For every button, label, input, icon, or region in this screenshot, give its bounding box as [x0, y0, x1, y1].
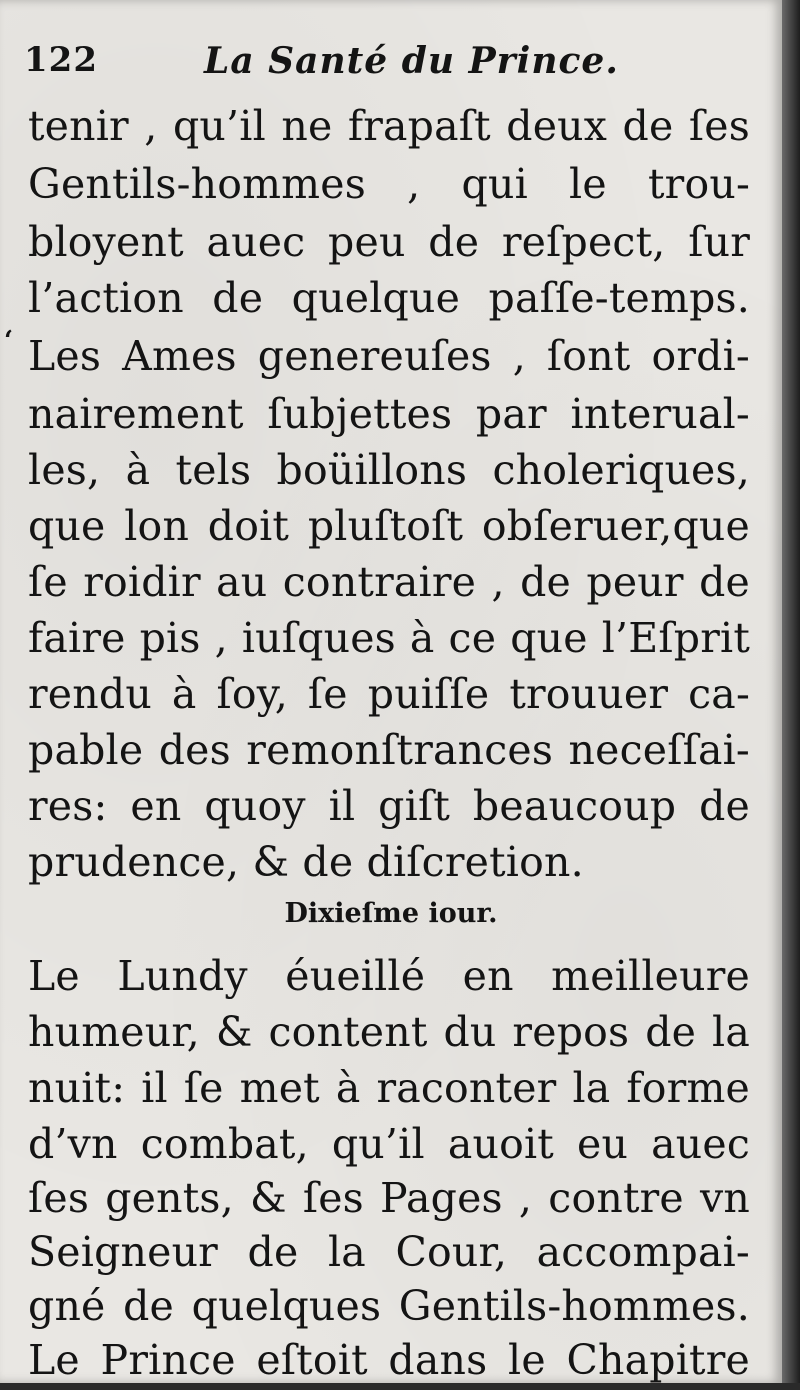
text-line: humeur, & content du repos de la [28, 1008, 750, 1056]
page-header [24, 40, 764, 90]
text-line: Gentils-hommes , qui le trou- [28, 160, 750, 208]
text-line: gné de quelques Gentils-hommes. [28, 1282, 750, 1330]
text-line: nuit: il ſe met à raconter la forme [28, 1064, 750, 1112]
text-line: les, à tels boüillons choleriques, [28, 446, 750, 494]
text-line: Le Lundy éueillé en meilleure [28, 952, 750, 1000]
text-line: que lon doit pluſtoſt obſeruer,que [28, 502, 750, 550]
text-line: pable des remonſtrances neceſſai- [28, 726, 750, 774]
text-line: d’vn combat, qu’il auoit eu auec [28, 1120, 750, 1168]
margin-mark: ‘ [4, 326, 14, 356]
text-line: faire pis , iuſques à ce que l’Eſprit [28, 614, 750, 662]
text-line: rendu à ſoy, ſe puiſſe trouuer ca- [28, 670, 750, 718]
page-number: 122 [24, 40, 98, 80]
text-line: Les Ames genereuſes , ſont ordi- [28, 332, 750, 380]
text-line: res: en quoy il giſt beaucoup de [28, 782, 750, 830]
text-line: prudence, & de diſcretion. [28, 838, 584, 886]
page-edge-shadow [782, 0, 800, 1383]
text-line: Le Prince eſtoit dans le Chapitre [28, 1336, 750, 1384]
text-line: tenir , qu’il ne frapaſt deux de ſes [28, 102, 750, 150]
running-title: La Santé du Prince. [204, 40, 619, 82]
text-line: l’action de quelque paſſe-temps. [28, 274, 750, 322]
text-line: Seigneur de la Cour, accompai- [28, 1228, 750, 1276]
section-heading: Dixieſme iour. [284, 898, 498, 929]
text-line: nairement ſubjettes par interual- [28, 390, 750, 438]
text-line: ſes gents, & ſes Pages , contre vn [28, 1174, 750, 1222]
text-line: bloyent auec peu de reſpect, ſur [28, 218, 750, 266]
text-line: ſe roidir au contraire , de peur de [28, 558, 750, 606]
